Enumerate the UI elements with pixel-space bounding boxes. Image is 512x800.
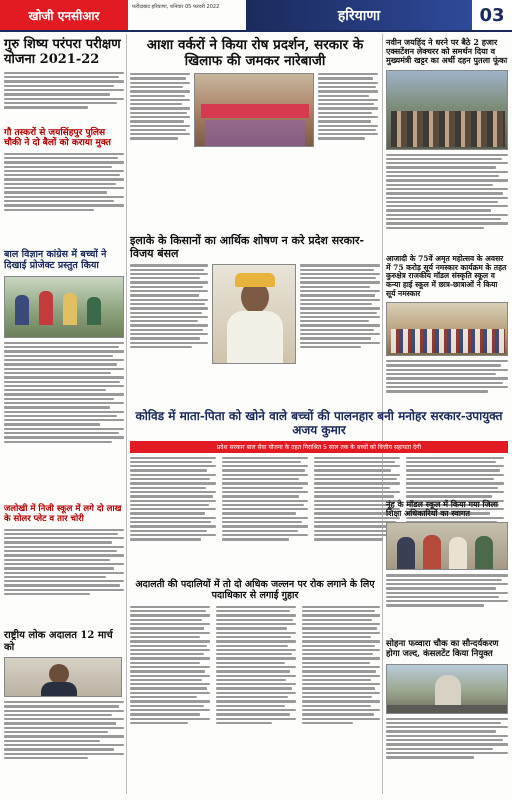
body-text <box>130 606 210 724</box>
highlight-strip: प्रदेश सरकार बाल सेवा योजना के तहत निराश्रित 5 साल तक के बच्चों को वित्तीय सहायता देगी <box>130 441 508 453</box>
headline: अदालती की पदालियों में तो दो अधिक जल्लन पर रोक लगाने के लिए पदाधिकार से लगाई गुहार <box>135 579 375 601</box>
body-text <box>4 529 124 596</box>
children-science-photo <box>4 276 124 338</box>
headline: आजादी के 75वें अमृत महोत्सव के अवसर में 75 करोड़ सूर्य नमस्कार कार्यक्रम के तहत कुरुक्षेत्र राजकीय मॉडल संस्कृति स्कूल व कन्या हाई स्कूल में छात्र-छात्राओं ने किया सूर्य नमस्कार <box>386 254 507 298</box>
story-sohna-chowk <box>386 640 508 759</box>
body-text <box>216 606 296 724</box>
story-model-school <box>386 500 508 607</box>
surya-namaskar-photo <box>386 302 508 356</box>
story-cow-smuggling <box>4 128 124 211</box>
headline: राष्ट्रीय लोक अदालत 12 मार्च को <box>4 630 113 653</box>
column-divider <box>126 34 127 794</box>
story-guru-shishya <box>4 38 124 109</box>
brand-logo: खोजी एनसीआर <box>0 0 128 30</box>
body-text <box>4 72 124 109</box>
body-text <box>4 153 124 211</box>
section-title: हरियाणा <box>246 0 472 30</box>
body-text <box>130 73 190 147</box>
story-farmers <box>130 235 380 364</box>
vijay-bansal-portrait <box>212 264 296 364</box>
body-text <box>386 154 508 229</box>
official-portrait <box>4 657 122 697</box>
headline: आशा वर्करों ने किया रोष प्रदर्शन, सरकार के खिलाफ की जमकर नारेबाजी <box>146 37 364 69</box>
story-asha-workers <box>130 38 380 147</box>
story-complaint <box>130 580 380 724</box>
body-text <box>386 360 508 392</box>
body-text <box>4 701 124 759</box>
dateline: फरीदाबाद हरियाणा, शनिवार 05 फरवरी 2022 <box>132 4 220 10</box>
body-text <box>300 264 380 364</box>
story-solar-theft <box>4 505 124 595</box>
school-officials-photo <box>386 522 508 570</box>
story-lok-adalat <box>4 630 124 759</box>
headline: नूंह के मॉडल स्कूल में किया गया जिला शिक्षा अधिकारियों का स्वागत <box>386 499 498 519</box>
headline: नवीन जयहिंद ने धरने पर बैठे 2 हजार एक्सटेंशन लेक्चरर को समर्थन दिया व मुख्यमंत्री खट्टर का अर्थी दहन पुतला फूंका <box>386 37 508 66</box>
sohna-chowk-photo <box>386 664 508 714</box>
protest-crowd-photo <box>386 70 508 150</box>
headline: जलोखी में निजी स्कूल में लगे दो लाख के सोलर प्लेट व तार चोरी <box>4 504 122 524</box>
asha-protest-photo <box>194 73 314 147</box>
body-text <box>4 342 124 443</box>
story-navin-jaihind <box>386 38 508 229</box>
body-text <box>130 457 216 541</box>
story-azadi-surya-namaskar <box>386 255 508 393</box>
page-number: 03 <box>472 0 512 30</box>
body-text <box>130 264 208 364</box>
body-text <box>222 457 308 541</box>
headline: गुरु शिष्य परंपरा परीक्षण योजना 2021-22 <box>4 37 121 67</box>
body-text <box>302 606 380 724</box>
body-text <box>386 574 508 606</box>
masthead <box>0 0 512 32</box>
headline: सोहना फव्वारा चौक का सौन्दर्यकरण होगा जल्द, कंसलटेंट किया नियुक्त <box>386 639 499 659</box>
body-text <box>386 718 508 759</box>
headline: गौ तस्करों से जयसिंहपुर पुलिस चौकी ने दो बैलों को कराया मुक्त <box>4 128 111 149</box>
story-children-science <box>4 250 124 443</box>
body-text <box>318 73 378 147</box>
headline: कोविड में माता-पिता को खोने वाले बच्चों की पालनहार बनी मनोहर सरकार-उपायुक्त अजय कुमार <box>135 409 503 437</box>
headline: इलाके के किसानों का आर्थिक शोषण न करे प्रदेश सरकार-विजय बंसल <box>130 234 365 260</box>
headline: बाल विज्ञान कांग्रेस में बच्चों ने दिखाई प्रोजेक्ट प्रस्तुत किया <box>4 249 107 271</box>
